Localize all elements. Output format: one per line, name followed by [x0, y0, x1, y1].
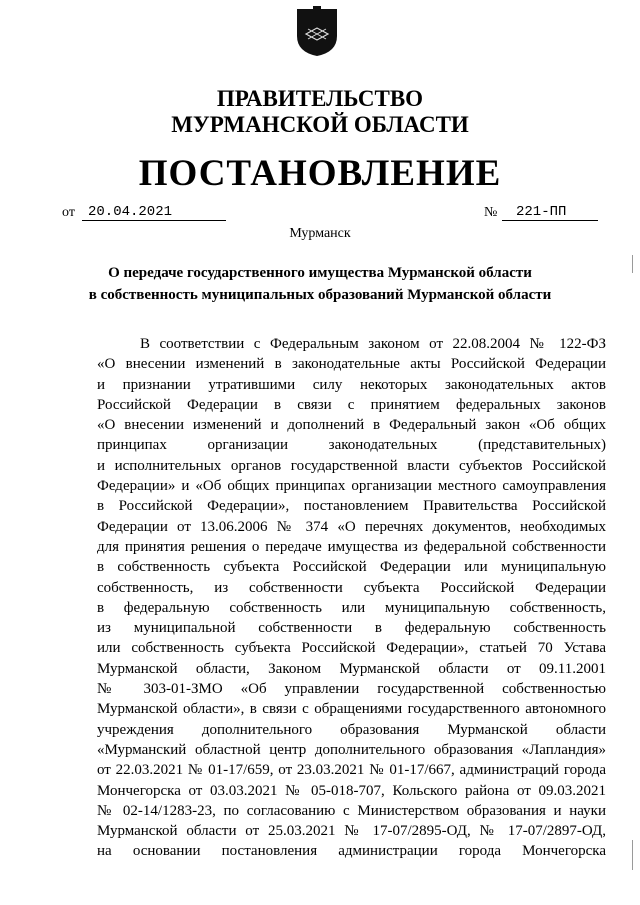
government-name-line1: ПРАВИТЕЛЬСТВО	[216, 86, 424, 111]
body-line: для принятия решения о передаче имущества из федеральной собственности	[97, 538, 606, 555]
number-prefix: №	[484, 205, 498, 220]
subject-line1: О передаче государственного имущества Мурманской области	[108, 265, 532, 281]
body-line: от 22.03.2021 № 01-17/659, от 23.03.2021 № 01-17/667, администраций города	[97, 762, 606, 779]
document-number: 221-ПП	[502, 204, 598, 221]
body-line: Мурманской области», в связи с обращениями государственного автономного	[97, 701, 606, 718]
body-line: № 303-01-ЗМО «Об управлении государственной собственностью	[97, 681, 606, 698]
date-number-row	[62, 205, 602, 225]
body-line: «Мурманский областной центр дополнительного образования «Лапландия»	[97, 741, 606, 758]
city-name: Мурманск	[289, 226, 351, 241]
government-name	[0, 86, 640, 138]
body-line: и признании утратившими силу некоторых законодательных актов	[97, 376, 606, 393]
body-line: В соответствии с Федеральным законом от 22.08.2004 № 122-ФЗ	[140, 336, 606, 352]
body-line: «О внесении изменений и дополнений в Федеральный закон «Об общих	[97, 417, 606, 434]
coat-of-arms-emblem	[294, 6, 340, 58]
body-line: и исполнительных органов государственной власти субъектов Российской	[97, 457, 606, 474]
body-line: № 02-14/1283-23, по согласованию с Министерством образования и науки	[97, 802, 606, 819]
body-line: Мончегорска от 03.03.2021 № 05-018-707, Кольского района от 09.03.2021	[97, 782, 606, 799]
body-line: Мурманской области, Законом Мурманской области от 09.11.2001	[97, 660, 606, 677]
body-line: принципах организации законодательных (представительных)	[97, 437, 606, 454]
body-line: Федерации» и «Об общих принципах организации местного самоуправления	[97, 478, 606, 495]
document-subject	[0, 262, 640, 306]
document-date: 20.04.2021	[82, 204, 226, 221]
body-line: собственность, из собственности субъекта Российской Федерации	[97, 579, 606, 596]
body-line: «О внесении изменений в законодательные акты Российской Федерации	[97, 356, 606, 373]
scan-margin-mark	[632, 255, 633, 273]
body-line: Федерации от 13.06.2006 № 374 «О перечнях документов, необходимых	[97, 518, 606, 535]
body-line: из муниципальной собственности в федеральную собственность	[97, 620, 606, 637]
body-line: в собственность субъекта Российской Федерации или муниципальную	[97, 559, 606, 576]
body-line: Мурманской области от 25.03.2021 № 17-07/2895-ОД, № 17-07/2897-ОД,	[97, 823, 606, 840]
subject-line2: в собственность муниципальных образований Мурманской области	[88, 287, 552, 303]
body-line: Российской Федерации в связи с принятием федеральных законов	[97, 396, 606, 413]
body-line: или собственность субъекта Российской Федерации», статьей 70 Устава	[97, 640, 606, 657]
scan-margin-mark	[632, 840, 633, 870]
date-prefix: от	[62, 205, 75, 220]
body-paragraph	[97, 334, 606, 862]
body-line: в федеральную собственность или муниципальную собственность,	[97, 599, 606, 616]
body-line: в Российской Федерации», постановлением Правительства Российской	[97, 498, 606, 515]
document-type-title: ПОСТАНОВЛЕНИЕ	[138, 153, 502, 194]
government-name-line2: МУРМАНСКОЙ ОБЛАСТИ	[171, 112, 469, 137]
body-line: на основании постановления администрации города Мончегорска	[97, 843, 606, 860]
body-line: учреждения дополнительного образования Мурманской области	[97, 721, 606, 738]
